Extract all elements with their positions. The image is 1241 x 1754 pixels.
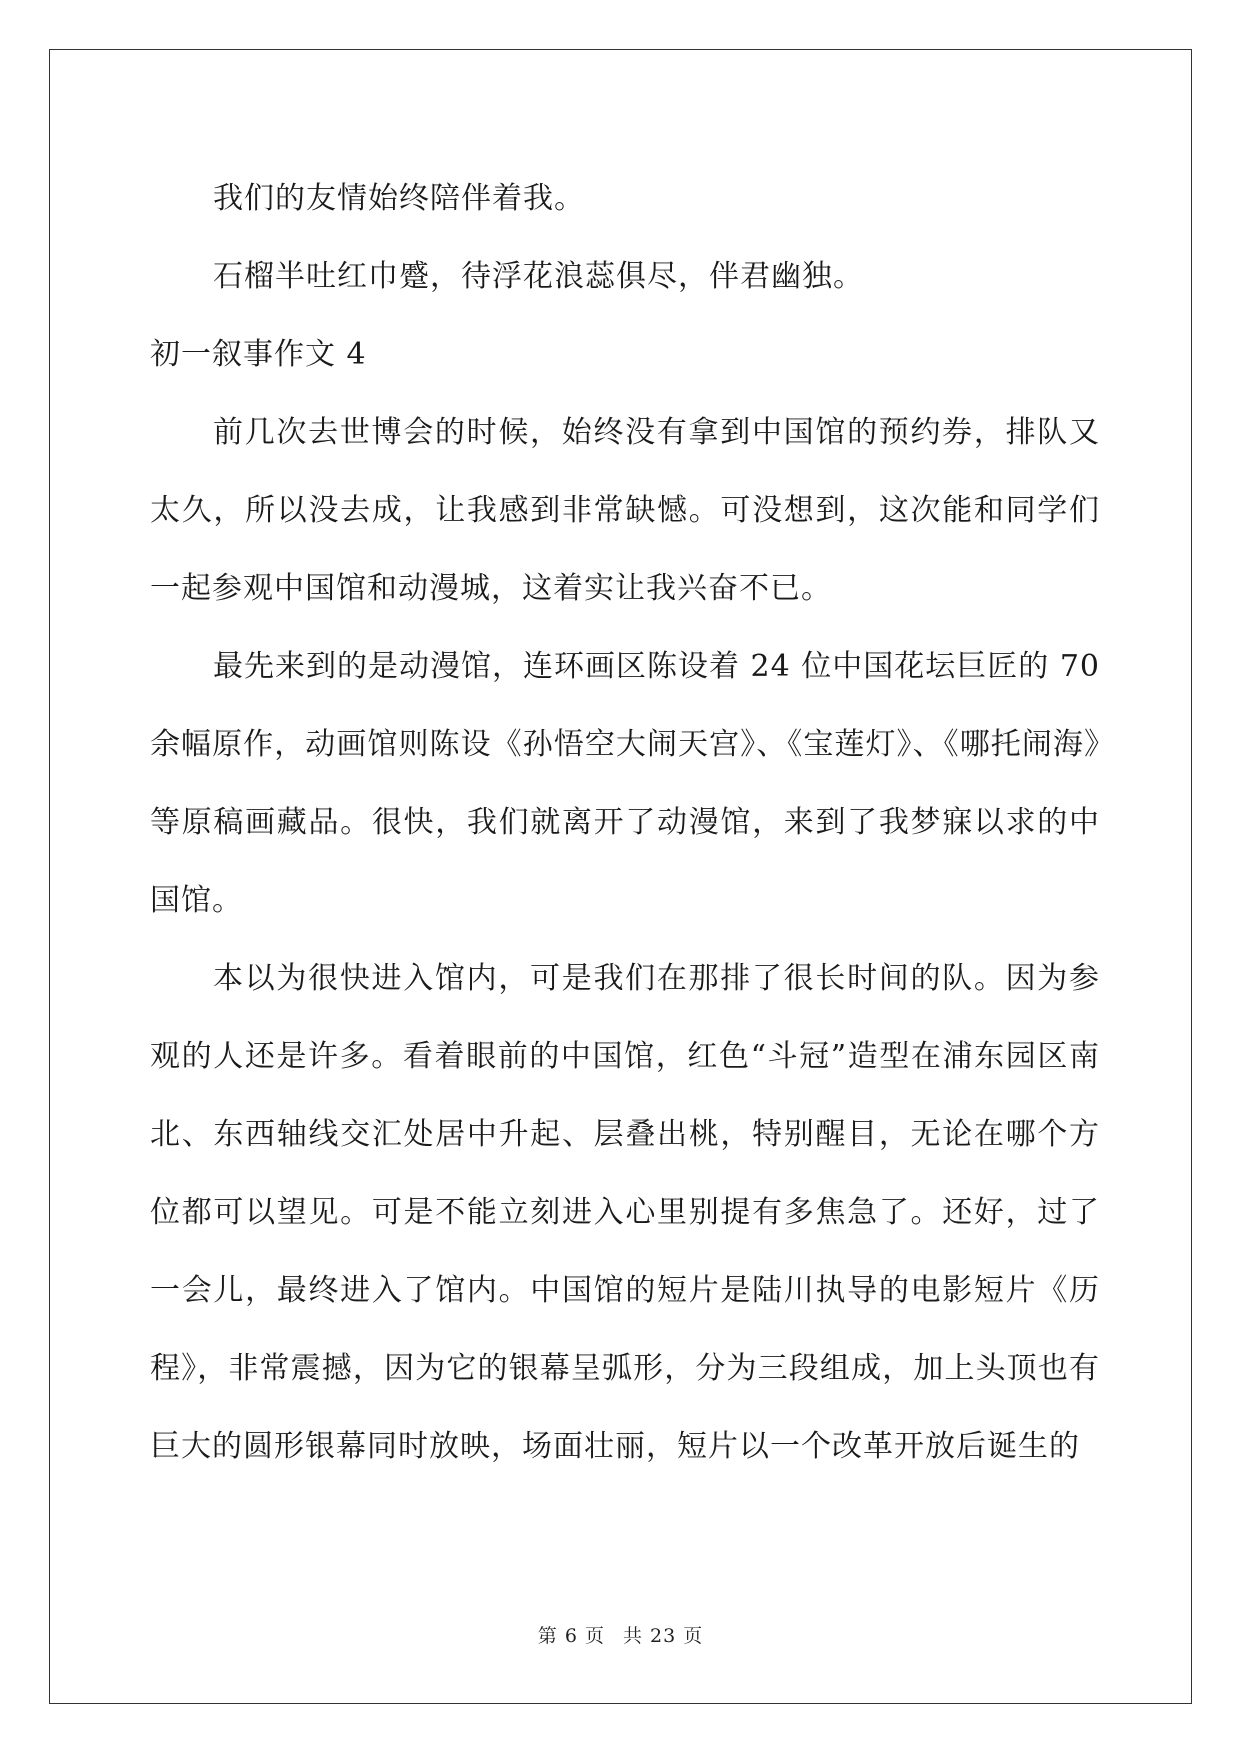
section-heading: 初一叙事作文 4 — [150, 337, 367, 372]
document-body — [150, 160, 1100, 1486]
paragraph: 本以为很快进入馆内，可是我们在那排了很长时间的队。因为参观的人还是许多。看着眼前的中国馆，红色“斗冠”造型在浦东园区南北、东西轴线交汇处居中升起、层叠出桃，特别醒目，无论在哪个方位都可以望见。可是不能立刻进入心里别提有多焦急了。还好，过了一会儿，最终进入了馆内。中国馆的短片是陆川执导的电影短片《历程》，非常震撼，因为它的银幕呈弧形，分为三段组成，加上头顶也有巨大的圆形银幕同时放映，场面壮丽，短片以一个改革开放后诞生的 — [150, 961, 1100, 1464]
paragraph: 石榴半吐红巾蹙，待浮花浪蕊俱尽，伴君幽独。 — [213, 259, 864, 294]
page-number: 第 6 页 — [537, 1625, 605, 1647]
page-footer — [0, 1621, 1241, 1648]
paragraph: 我们的友情始终陪伴着我。 — [213, 181, 585, 216]
paragraph: 前几次去世博会的时候，始终没有拿到中国馆的预约券，排队又太久，所以没去成，让我感到非常缺憾。可没想到，这次能和同学们一起参观中国馆和动漫城，这着实让我兴奋不已。 — [150, 415, 1100, 606]
page-total: 共 23 页 — [622, 1625, 704, 1647]
paragraph: 最先来到的是动漫馆，连环画区陈设着 24 位中国花坛巨匠的 70 余幅原作，动画馆则陈设《孙悟空大闹天宫》、《宝莲灯》、《哪托闹海》等原稿画藏品。很快，我们就离开了动漫馆，来到了我梦寐以求的中国馆。 — [150, 649, 1100, 918]
